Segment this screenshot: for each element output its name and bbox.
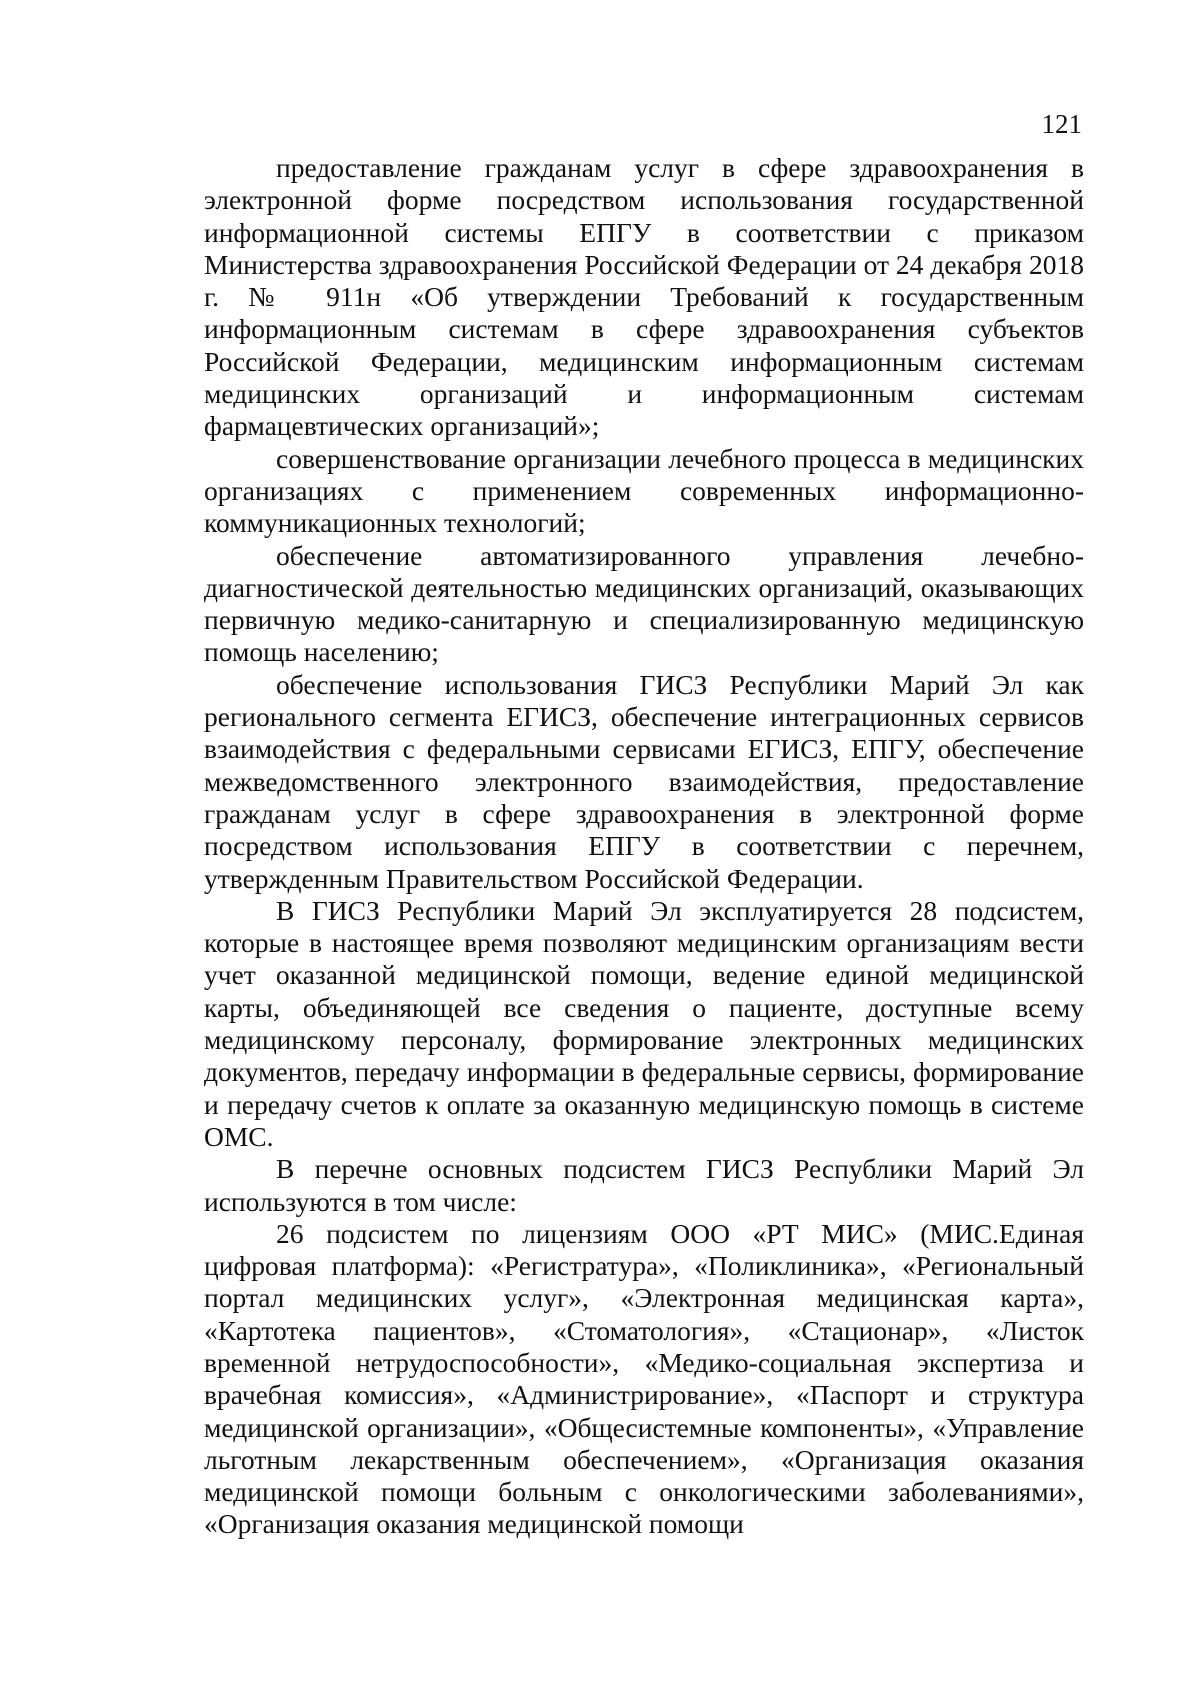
paragraph-4: обеспечение использования ГИСЗ Республики Марий Эл как регионального сегмента ЕГИСЗ, обеспечение интеграционных сервисов взаимодействия с федеральными сервисами ЕГИСЗ, ЕПГУ, обеспечение межведомственного электронного взаимодействия, предоставление гражданам услуг в сфере здравоохранения в электронной форме посредством использования ЕПГУ в соответствии с перечнем, утвержденным Правительством Российской Федерации. xyxy=(204,668,1084,894)
paragraph-2: совершенствование организации лечебного процесса в медицинских организациях с применением современных информационно-коммуникационных технологий; xyxy=(204,442,1084,539)
paragraph-7: 26 подсистем по лицензиям ООО «РТ МИС» (МИС.Единая цифровая платформа): «Регистратура», «Поликлиника», «Региональный портал медицинских услуг», «Электронная медицинская карта», «Картотека пациентов», «Стоматология», «Стационар», «Листок временной нетрудоспособности», «Медико-социальная экспертиза и врачебная комиссия», «Администрирование», «Паспорт и структура медицинской организации», «Общесистемные компоненты», «Управление льготным лекарственным обеспечением», «Организация оказания медицинской помощи больным с онкологическими заболеваниями», «Организация оказания медицинской помощи xyxy=(204,1217,1084,1540)
paragraph-3: обеспечение автоматизированного управления лечебно-диагностической деятельностью медицинских организаций, оказывающих первичную медико-санитарную и специализированную медицинскую помощь населению; xyxy=(204,539,1084,668)
paragraph-1: предоставление гражданам услуг в сфере здравоохранения в электронной форме посредством использования государственной информационной системы ЕПГУ в соответствии с приказом Министерства здравоохранения Российской Федерации от 24 декабря 2018 г. № 911н «Об утверждении Требований к государственным информационным системам в сфере здравоохранения субъектов Российской Федерации, медицинским информационным системам медицинских организаций и информационным системам фармацевтических организаций»; xyxy=(204,152,1084,442)
paragraph-5: В ГИСЗ Республики Марий Эл эксплуатируется 28 подсистем, которые в настоящее время позволяют медицинским организациям вести учет оказанной медицинской помощи, ведение единой медицинской карты, объединяющей все сведения о пациенте, доступные всему медицинскому персоналу, формирование электронных медицинских документов, передачу информации в федеральные сервисы, формирование и передачу счетов к оплате за оказанную медицинскую помощь в системе ОМС. xyxy=(204,894,1084,1152)
paragraph-6: В перечне основных подсистем ГИСЗ Республики Марий Эл используются в том числе: xyxy=(204,1153,1084,1217)
body-text xyxy=(204,152,1084,1541)
page-number: 121 xyxy=(1041,109,1082,139)
